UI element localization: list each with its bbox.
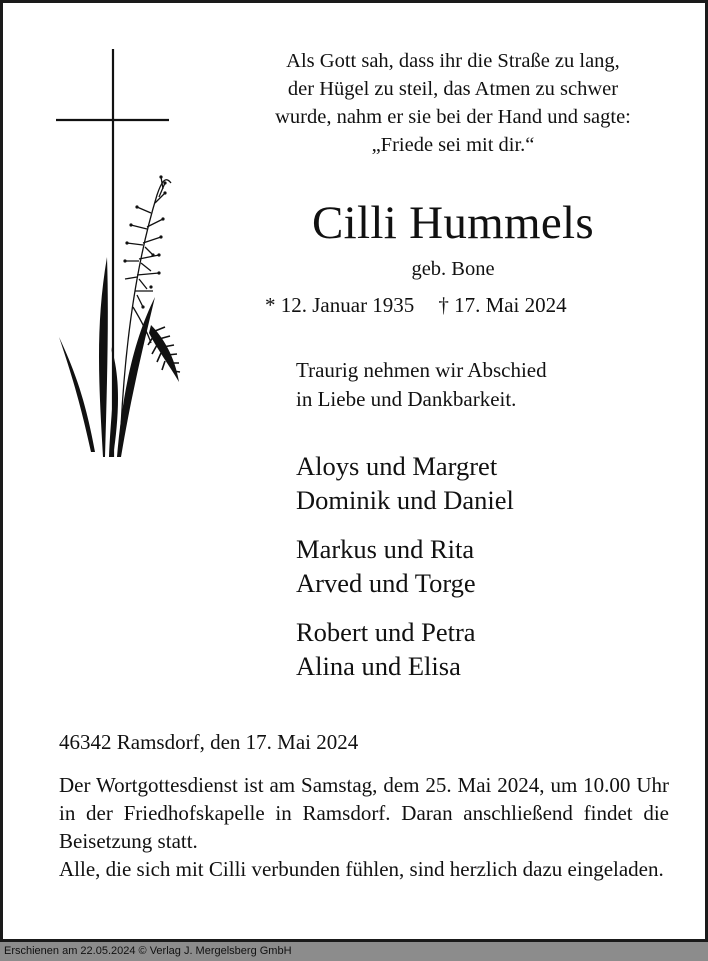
mourner-line: Markus und Rita [296, 534, 475, 564]
mourner-group [296, 449, 696, 517]
farewell-line: Traurig nehmen wir Abschied [296, 358, 547, 382]
farewell-text [296, 356, 696, 414]
mourner-line: Aloys und Margret [296, 451, 498, 481]
mourner-line: Dominik und Daniel [296, 485, 514, 515]
death-date: † 17. Mai 2024 [438, 293, 567, 317]
maiden-name: geb. Bone [411, 258, 495, 280]
mourner-line: Alina und Elisa [296, 651, 461, 681]
poem-line: Als Gott sah, dass ihr die Straße zu lang, [286, 50, 620, 72]
mourner-line: Robert und Petra [296, 617, 476, 647]
service-paragraph: Der Wortgottesdienst ist am Samstag, dem 25. Mai 2024, um 10.00 Uhr in der Friedhofskapelle in Ramsdorf. Daran anschließend findet die Beisetzung statt. [59, 773, 669, 853]
invitation-paragraph: Alle, die sich mit Cilli verbunden fühlen, sind herzlich dazu eingeladen. [59, 857, 664, 881]
mourner-line: Arved und Torge [296, 568, 476, 598]
birth-date: * 12. Januar 1935 [265, 293, 415, 317]
deceased-name: Cilli Hummels [312, 197, 594, 249]
life-dates [265, 291, 685, 319]
mourners-list [296, 449, 696, 698]
mourner-group [296, 532, 696, 600]
publication-footer: Erschienen am 22.05.2024 © Verlag J. Mergelsberg GmbH [0, 942, 708, 961]
poem-line: „Friede sei mit dir.“ [371, 134, 535, 156]
poem [218, 47, 688, 159]
cross-and-grass-icon [51, 47, 191, 467]
poem-line: der Hügel zu steil, das Atmen zu schwer [287, 78, 619, 100]
poem-line: wurde, nahm er sie bei der Hand und sagte: [275, 106, 631, 128]
farewell-line: in Liebe und Dankbarkeit. [296, 387, 517, 411]
service-info [59, 771, 669, 883]
place-and-date: 46342 Ramsdorf, den 17. Mai 2024 [59, 730, 359, 754]
mourner-group [296, 615, 696, 683]
